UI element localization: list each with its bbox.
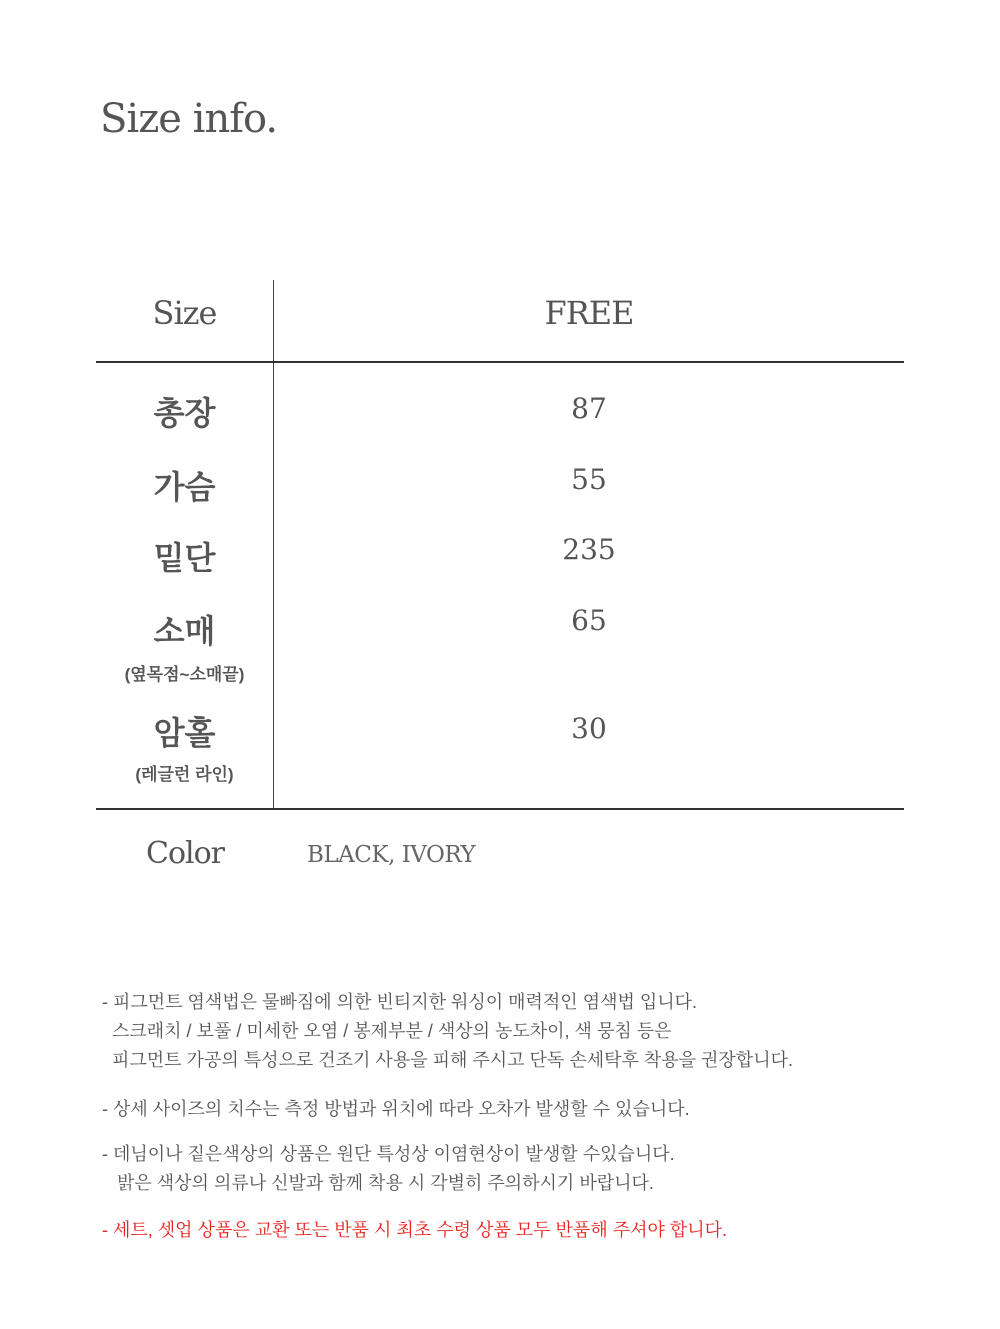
note-line: 피그먼트 가공의 특성으로 건조기 사용을 피해 주시고 단독 손세탁후 착용을 권장합니다. [102, 1050, 793, 1070]
return-policy-note [102, 1216, 727, 1245]
row-value-sleeve: 65 [571, 604, 607, 637]
row-value-chest: 55 [571, 463, 607, 496]
note-line: - 데님이나 짙은색상의 상품은 원단 특성상 이염현상이 발생할 수있습니다. [102, 1144, 675, 1164]
note-line: - 피그먼트 염색법은 물빠짐에 의한 빈티지한 워싱이 매력적인 염색법 입니다. [102, 992, 698, 1012]
row-sub-armhole: (레글런 라인) [135, 765, 234, 784]
bottom-rule [96, 808, 904, 810]
note-line: - 상세 사이즈의 치수는 측정 방법과 위치에 따라 오차가 발생할 수 있습니다. [102, 1099, 690, 1119]
dye-transfer-note [102, 1140, 675, 1198]
size-header-label: Size [152, 294, 217, 332]
size-table [96, 280, 904, 810]
note-line: - 세트, 셋업 상품은 교환 또는 반품 시 최초 수령 상품 모두 반품해 주셔야 합니다. [102, 1220, 728, 1240]
size-header-value: FREE [544, 294, 634, 332]
header-rule [96, 361, 904, 363]
row-label-hem: 밑단 [153, 540, 216, 576]
color-value: BLACK, IVORY [307, 842, 476, 868]
care-note [102, 988, 793, 1075]
row-label-sleeve: 소매 [153, 613, 216, 649]
row-label-armhole: 암홀 [153, 715, 216, 751]
page-title: Size info. [100, 96, 278, 142]
row-value-length: 87 [571, 392, 607, 425]
measurement-note [102, 1095, 690, 1124]
row-label-length: 총장 [153, 395, 216, 431]
note-line: 밝은 색상의 의류나 신발과 함께 착용 시 각별히 주의하시기 바랍니다. [102, 1173, 654, 1193]
note-line: 스크래치 / 보풀 / 미세한 오염 / 봉제부분 / 색상의 농도차이, 색 뭉침 등은 [102, 1021, 672, 1041]
row-value-armhole: 30 [571, 712, 607, 745]
color-label: Color [146, 836, 225, 871]
row-sub-sleeve: (옆목점~소매끝) [124, 665, 245, 684]
row-value-hem: 235 [562, 533, 616, 566]
row-label-chest: 가슴 [153, 469, 216, 505]
